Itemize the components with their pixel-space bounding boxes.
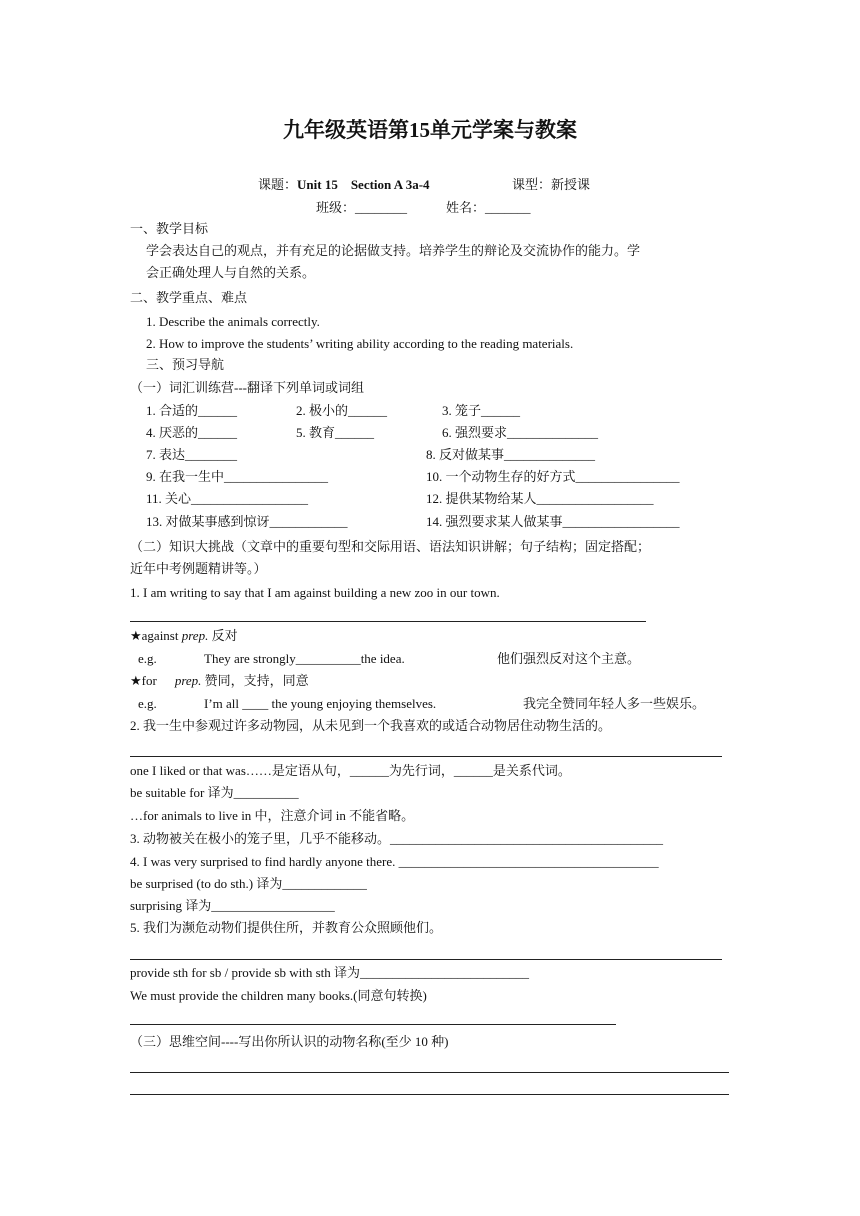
- vocab-heading: （一）词汇训练营---翻译下列单词或词组: [130, 380, 364, 395]
- name-field: 姓名：_______: [446, 200, 531, 215]
- vocab-item: 2. 极小的______: [296, 403, 388, 418]
- example-2-en: I’m all ____ the young enjoying themselves.: [204, 696, 437, 711]
- surprising-phrase: surprising 译为___________________: [130, 898, 335, 913]
- for-live-note: …for animals to live in 中，注意介词 in 不能省略。: [130, 808, 415, 823]
- transform-task: We must provide the children many books.(同意句转换): [130, 988, 427, 1003]
- question-3: 3. 动物被关在极小的笼子里，几乎不能移动。__________________________________________: [130, 831, 664, 846]
- vocab-item: 5. 教育______: [296, 425, 375, 440]
- section-keypoints-heading: 二、教学重点、难点: [130, 290, 248, 305]
- for-word: ★for: [130, 673, 157, 688]
- against-word: ★against: [130, 628, 182, 643]
- answer-line: [130, 621, 646, 622]
- q2-note: one I liked or that was……是定语从句，______为先行词，______是关系代词。: [130, 763, 571, 778]
- vocab-item: 7. 表达________: [146, 447, 238, 462]
- example-2-cn: 我完全赞同年轻人多一些娱乐。: [523, 696, 706, 711]
- vocab-item: 13. 对做某事感到惊讶____________: [146, 514, 348, 529]
- class-field: 班级：________: [316, 200, 408, 215]
- vocab-item: 6. 强烈要求______________: [442, 425, 599, 440]
- objectives-text-2: 会正确处理人与自然的关系。: [146, 265, 316, 280]
- objectives-text-1: 学会表达自己的观点，并有充足的论据做支持。培养学生的辩论及交流协作的能力。学: [146, 243, 641, 258]
- suitable-phrase: be suitable for 译为__________: [130, 785, 299, 800]
- for-meaning: 赞同，支持，同意: [201, 673, 309, 688]
- example-1-cn: 他们强烈反对这个主意。: [497, 651, 641, 666]
- vocab-item: 1. 合适的______: [146, 403, 238, 418]
- answer-line: [130, 1094, 729, 1095]
- topic-line: [258, 177, 430, 193]
- keypoint-1: 1. Describe the animals correctly.: [146, 314, 320, 329]
- vocab-item: 10. 一个动物生存的好方式________________: [426, 469, 680, 484]
- eg-label: e.g.: [138, 651, 157, 666]
- question-4: 4. I was very surprised to find hardly anyone there. ________________________________________: [130, 854, 659, 869]
- eg-label: e.g.: [138, 696, 157, 711]
- thinking-heading: （三）思维空间----写出你所认识的动物名称(至少 10 种): [130, 1034, 449, 1049]
- vocab-item: 14. 强烈要求某人做某事__________________: [426, 514, 680, 529]
- against-meaning: 反对: [208, 628, 238, 643]
- vocab-item: 4. 厌恶的______: [146, 425, 238, 440]
- for-pos: prep.: [174, 673, 202, 688]
- topic-value: Unit 15 Section A 3a-4: [297, 177, 430, 192]
- question-2: 2. 我一生中参观过许多动物园，从未见到一个我喜欢的或适合动物居住动物生活的。: [130, 718, 612, 733]
- for-definition: [130, 673, 309, 689]
- lesson-type: 课型：新授课: [512, 177, 591, 192]
- answer-line: [130, 1072, 729, 1073]
- answer-line: [130, 1024, 616, 1025]
- question-5: 5. 我们为濒危动物们提供住所，并教育公众照顾他们。: [130, 920, 443, 935]
- surprised-phrase: be surprised (to do sth.) 译为_____________: [130, 876, 367, 891]
- vocab-item: 11. 关心__________________: [146, 491, 309, 506]
- page-title: 九年级英语第15单元学案与教案: [283, 118, 577, 142]
- answer-line: [130, 756, 722, 757]
- example-1-en: They are strongly__________the idea.: [204, 651, 405, 666]
- vocab-item: 8. 反对做某事______________: [426, 447, 596, 462]
- topic-label: 课题：: [258, 177, 298, 192]
- knowledge-heading-1: （二）知识大挑战（文章中的重要句型和交际用语、语法知识讲解；句子结构；固定搭配；: [130, 539, 651, 554]
- vocab-item: 9. 在我一生中________________: [146, 469, 329, 484]
- section-preview-heading: 三、预习导航: [146, 357, 225, 372]
- knowledge-heading-2: 近年中考例题精讲等。）: [130, 561, 267, 576]
- question-1: 1. I am writing to say that I am against building a new zoo in our town.: [130, 585, 500, 600]
- against-definition: [130, 628, 238, 644]
- against-pos: prep.: [181, 628, 209, 643]
- keypoint-2: 2. How to improve the students’ writing ability according to the reading materials.: [146, 336, 574, 351]
- answer-line: [130, 959, 722, 960]
- vocab-item: 3. 笼子______: [442, 403, 521, 418]
- section-objectives-heading: 一、教学目标: [130, 221, 209, 236]
- provide-phrase: provide sth for sb / provide sb with sth 译为__________________________: [130, 965, 530, 980]
- vocab-item: 12. 提供某物给某人__________________: [426, 491, 654, 506]
